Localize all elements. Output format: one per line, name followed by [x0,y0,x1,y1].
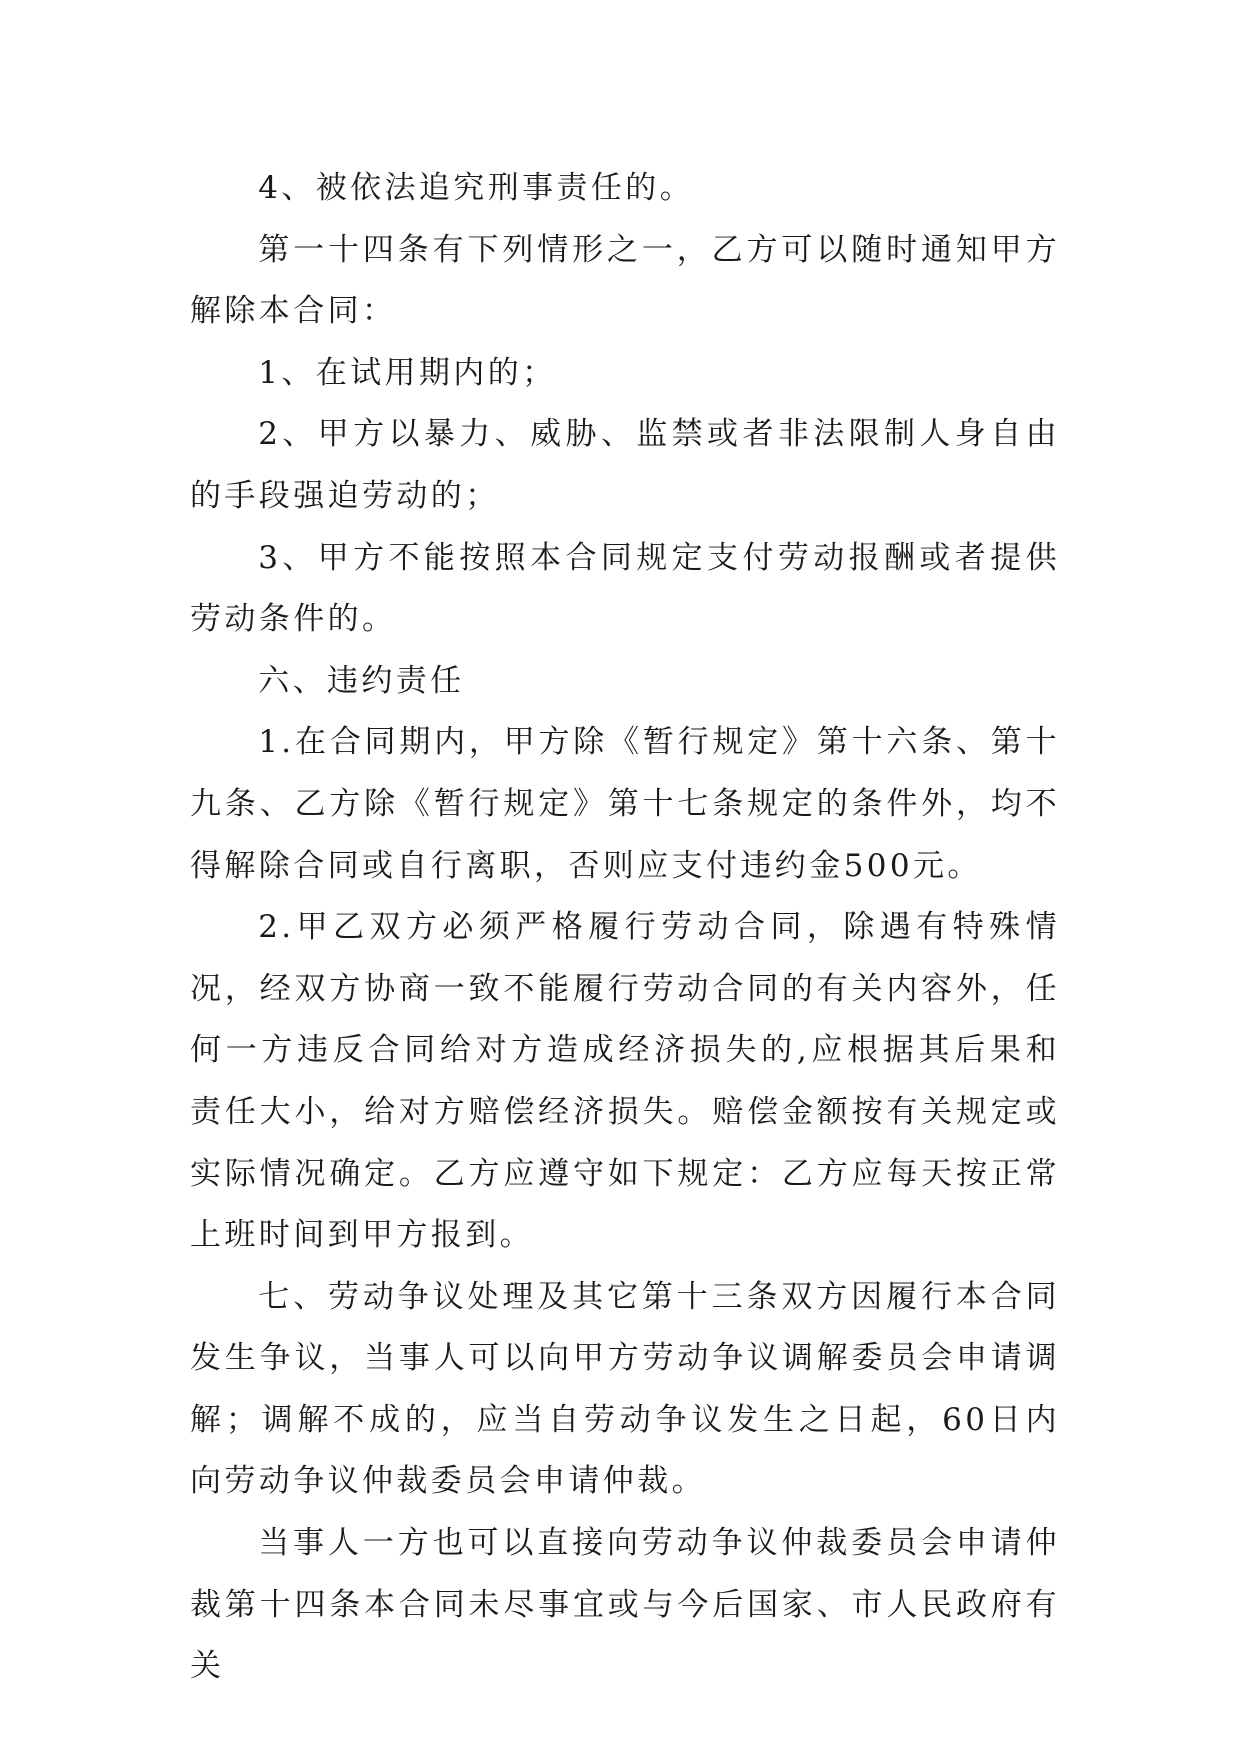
paragraph-arbitration: 当事人一方也可以直接向劳动争议仲裁委员会申请仲裁第十四条本合同未尽事宜或与今后国家、市人民政府有关 [190,1525,1060,1685]
paragraph-breach-2: 2.甲乙双方必须严格履行劳动合同，除遇有特殊情况，经双方协商一致不能履行劳动合同的有关内容外，任何一方违反合同给对方造成经济损失的,应根据其后果和责任大小，给对方赔偿经济损失。赔偿金额按有关规定或实际情况确定。乙方应遵守如下规定：乙方应每天按正常上班时间到甲方报到。 [190,909,1060,1254]
paragraph-item-3: 3、甲方不能按照本合同规定支付劳动报酬或者提供劳动条件的。 [190,539,1060,638]
document-body [190,158,1060,1698]
paragraph-item-1: 1、在试用期内的； [258,354,557,391]
paragraph-breach-1: 1.在合同期内，甲方除《暂行规定》第十六条、第十九条、乙方除《暂行规定》第十七条规定的条件外，均不得解除合同或自行离职，否则应支付违约金500元。 [190,724,1060,884]
paragraph-dispute: 七、劳动争议处理及其它第十三条双方因履行本合同发生争议，当事人可以向甲方劳动争议调解委员会申请调解；调解不成的，应当自劳动争议发生之日起，60日内向劳动争议仲裁委员会申请仲裁。 [190,1278,1060,1500]
paragraph-article-14: 第一十四条有下列情形之一，乙方可以随时通知甲方解除本合同： [190,231,1060,330]
paragraph-item-2: 2、甲方以暴力、威胁、监禁或者非法限制人身自由的手段强迫劳动的； [190,416,1060,514]
section-heading-breach: 六、违约责任 [258,662,465,699]
paragraph-item-4: 4、被依法追究刑事责任的。 [258,170,695,206]
